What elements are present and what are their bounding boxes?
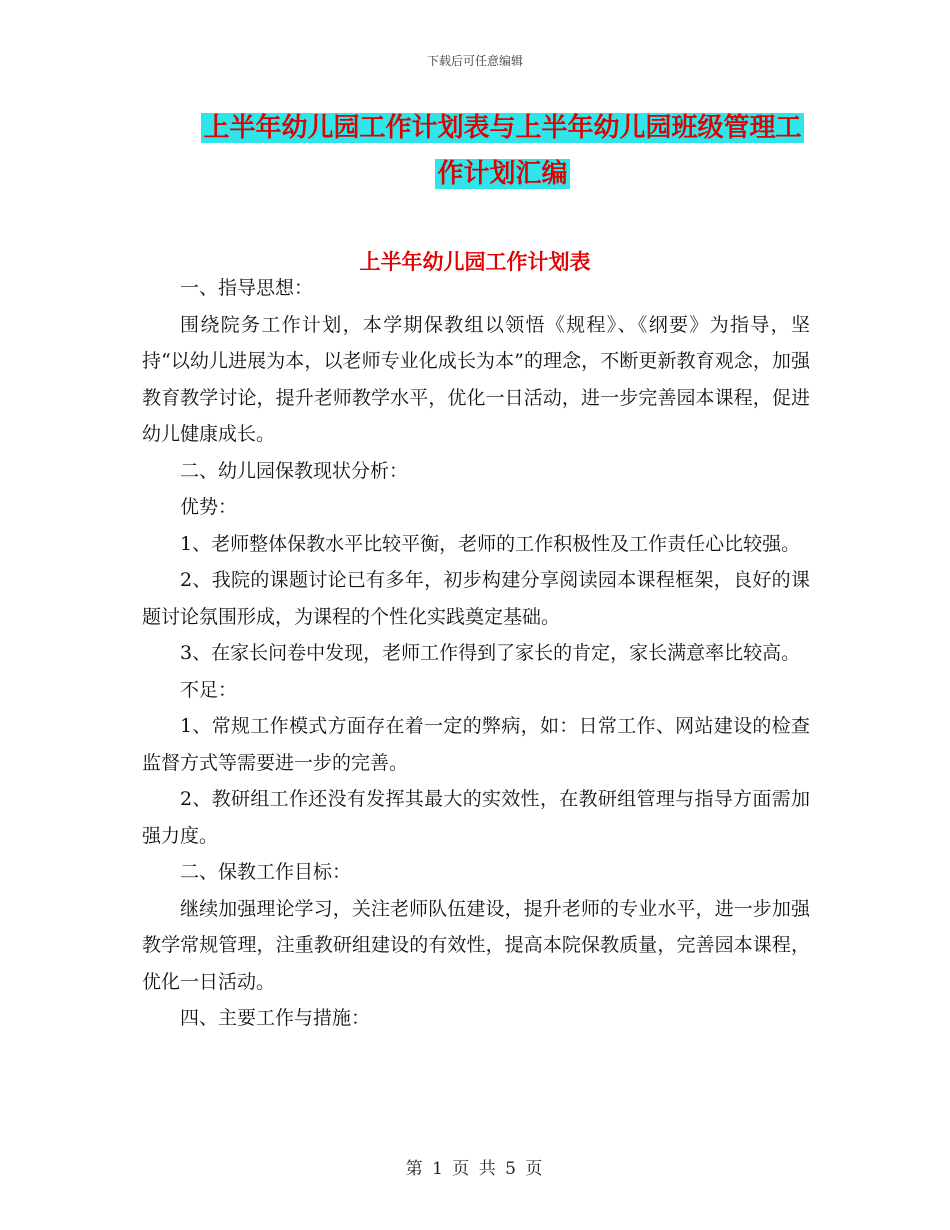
paragraph-advantage-3: 3、在家长问卷中发现，老师工作得到了家长的肯定，家长满意率比较高。: [180, 642, 801, 664]
document-title-line-2: [190, 152, 815, 196]
heading-status-analysis: 二、幼儿园保教现状分析：: [180, 459, 409, 482]
heading-main-work: 四、主要工作与措施：: [180, 1007, 371, 1029]
title-highlight-2: 作计划汇编: [437, 159, 568, 189]
paragraph-advantage-1: 1、老师整体保教水平比较平衡，老师的工作积极性及工作责任心比较强。: [180, 532, 801, 555]
paragraph-shortcoming-1: 1、常规工作模式方面存在着一定的弊病，如：日常工作、网站建设的检查监督方式等需要进一步的完善。: [142, 715, 810, 774]
paragraph-advantage-2: 2、我院的课题讨论已有多年，初步构建分享阅读园本课程框架，良好的课题讨论氛围形成，为课程的个性化实践奠定基础。: [142, 569, 810, 628]
heading-work-goals: 二、保教工作目标：: [180, 861, 352, 883]
paragraph-shortcoming-2: 2、教研组工作还没有发挥其最大的实效性，在教研组管理与指导方面需加强力度。: [142, 788, 810, 847]
paragraph-guiding-thought: 围绕院务工作计划，本学期保教组以领悟《规程》、《纲要》为指导，坚持“以幼儿进展为本，以老师专业化成长为本”的理念，不断更新教育观念，加强教育教学讨论，提升老师教学水平，优化一日活动，进一步完善园本课程，促进幼儿健康成长。: [142, 313, 810, 445]
header-note: 下载后可任意编辑: [426, 54, 523, 68]
paragraph-work-goals: 继续加强理论学习，关注老师队伍建设，提升老师的专业水平，进一步加强教学常规管理，注重教研组建设的有效性，提高本院保教质量，完善园本课程，优化一日活动。: [142, 897, 810, 993]
document-body: [142, 270, 810, 1037]
title-highlight-1: 上半年幼儿园工作计划表与上半年幼儿园班级管理工: [203, 113, 802, 143]
heading-guiding-thought: 一、指导思想：: [180, 277, 314, 299]
label-shortcomings: 不足：: [180, 678, 238, 701]
page-footer: 第 1 页 共 5 页: [405, 1159, 545, 1179]
document-title-line-1: [190, 106, 815, 150]
section-title: 上半年幼儿园工作计划表: [359, 250, 591, 274]
label-advantages: 优势：: [180, 496, 238, 518]
